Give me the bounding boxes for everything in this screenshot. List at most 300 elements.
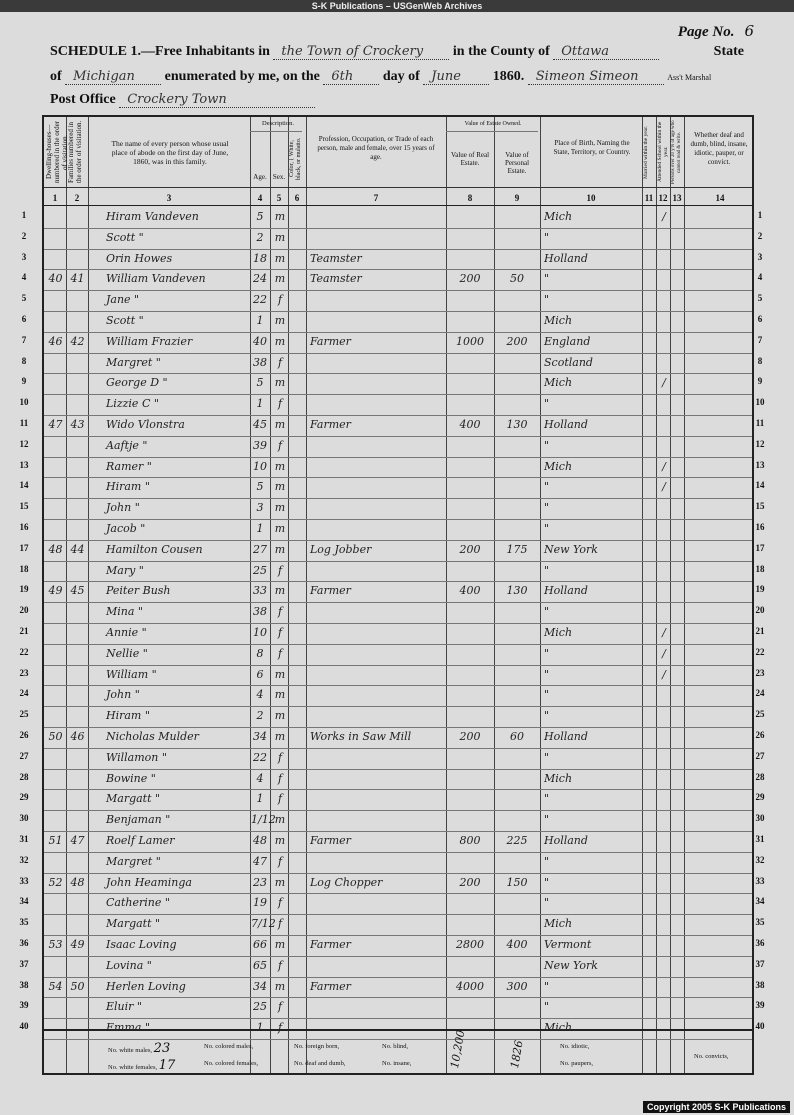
- cell-birth: ": [544, 709, 550, 723]
- cell-birth: ": [544, 438, 550, 452]
- cell-name: John ": [106, 501, 140, 515]
- row-number-right: 19: [755, 584, 765, 595]
- cell-name: Hiram Vandeven: [106, 210, 199, 223]
- row-number-right: 12: [755, 438, 765, 449]
- cell-birth: Mich: [544, 917, 573, 931]
- cell-name: Ramer ": [106, 459, 152, 473]
- row-number-left: 34: [19, 896, 29, 907]
- row-number-left: 27: [19, 750, 29, 761]
- cell-real: 4000: [456, 979, 484, 993]
- cell-name: Jane ": [106, 293, 140, 307]
- cell-birth: ": [544, 605, 550, 619]
- cell-birth: ": [544, 522, 550, 535]
- cell-fam: 41: [70, 272, 85, 286]
- cell-name: Margatt ": [106, 792, 161, 806]
- cell-name: Jacob ": [106, 522, 146, 535]
- cell-name: Isaac Loving: [106, 938, 177, 951]
- cell-name: Margret ": [106, 355, 161, 369]
- cell-name: Emma ": [106, 1021, 151, 1035]
- cell-age: 45: [253, 418, 267, 431]
- header-cannot-read: Persons over 20 y'rs of age who cannot read & write.: [671, 120, 682, 184]
- cell-occ: Log Chopper: [310, 875, 383, 889]
- row-number-right: 31: [755, 834, 765, 844]
- row-number-left: 39: [19, 1000, 29, 1011]
- row-number-left: 14: [19, 480, 29, 491]
- cell-name: Margatt ": [106, 917, 161, 931]
- cell-fam: 50: [70, 979, 85, 993]
- cell-real: 200: [459, 272, 481, 286]
- cell-age: 22: [253, 293, 267, 307]
- archive-banner: S-K Publications – USGenWeb Archives: [0, 0, 794, 12]
- cell-sex: f: [277, 355, 283, 369]
- row-number-left: 13: [19, 459, 29, 470]
- cell-sex: m: [274, 334, 286, 348]
- row-number-right: 4: [757, 272, 763, 283]
- row-number-left: 3: [21, 251, 27, 262]
- marshal-field: Simeon Simeon: [528, 69, 664, 85]
- cell-age: 10: [253, 459, 267, 473]
- page-number: Page No. 6: [677, 22, 754, 40]
- cell-birth: New York: [544, 542, 598, 556]
- row-number-left: 10: [19, 397, 29, 408]
- cell-dw: 48: [48, 542, 63, 556]
- cell-name: Hamilton Cousen: [106, 542, 203, 556]
- cell-age: 23: [253, 875, 267, 889]
- cell-name: George D ": [106, 376, 168, 390]
- cell-age: 38: [253, 605, 267, 619]
- row-number-left: 8: [21, 355, 27, 366]
- cell-name: Margret ": [106, 854, 161, 868]
- cell-age: 2: [256, 709, 264, 723]
- header-family: Families numbered in the order of visitation.: [67, 120, 83, 184]
- cell-sex: m: [274, 688, 286, 702]
- cell-birth: ": [544, 854, 550, 868]
- cell-age: 25: [253, 563, 267, 577]
- cell-sex: m: [274, 480, 286, 494]
- page-number-value: 6: [744, 22, 754, 40]
- cell-birth: ": [544, 646, 550, 660]
- cell-name: William Frazier: [106, 334, 193, 348]
- row-number-left: 24: [19, 688, 29, 699]
- cell-real: 800: [459, 834, 481, 847]
- cell-dw: 49: [48, 584, 63, 598]
- cell-occ: Farmer: [310, 334, 351, 348]
- place-field: the Town of Crockery: [273, 44, 449, 60]
- column-number: 8: [467, 193, 473, 203]
- cell-pers: 225: [506, 834, 528, 847]
- row-number-right: 6: [757, 314, 763, 324]
- cell-name: Hiram ": [106, 709, 150, 723]
- column-number: 10: [586, 193, 596, 203]
- header-color: Color, { White, black, or mulatto.: [289, 137, 302, 181]
- cell-fam: 47: [70, 834, 85, 847]
- row-number-left: 1: [21, 210, 27, 220]
- cell-birth: ": [544, 896, 550, 910]
- row-number-left: 15: [19, 501, 29, 512]
- cell-pers: 130: [506, 584, 528, 598]
- cell-birth: Vermont: [544, 938, 592, 951]
- row-number-right: 20: [755, 605, 765, 616]
- cell-sex: f: [277, 917, 283, 931]
- cell-pers: 300: [506, 979, 528, 993]
- cell-dw: 40: [48, 272, 63, 286]
- cell-real: 1000: [456, 334, 484, 348]
- cell-name: Peiter Bush: [106, 584, 171, 598]
- cell-name: John ": [106, 688, 140, 702]
- cell-sex: f: [277, 750, 283, 764]
- cell-pers: 150: [506, 875, 528, 889]
- cell-school: /: [662, 480, 666, 494]
- row-number-left: 31: [19, 834, 29, 844]
- cell-age: 34: [253, 730, 267, 743]
- cell-age: 1: [256, 522, 264, 535]
- cell-school: /: [662, 210, 666, 223]
- schedule-date-line: of Michigan enumerated by me, on the 6th day of June 1860. Simeon Simeon Ass't Marshal: [50, 69, 712, 84]
- cell-name: Mina ": [106, 605, 143, 619]
- row-number-left: 21: [19, 626, 29, 636]
- cell-fam: 46: [70, 730, 85, 743]
- census-table: [42, 115, 754, 1075]
- row-number-left: 11: [19, 418, 29, 428]
- cell-name: Benjaman ": [106, 813, 171, 827]
- cell-sex: m: [274, 251, 286, 265]
- cell-sex: m: [274, 834, 286, 847]
- cell-pers: 50: [510, 272, 524, 286]
- cell-age: 19: [253, 896, 267, 910]
- cell-sex: f: [277, 605, 283, 619]
- cell-school: /: [662, 626, 666, 639]
- cell-sex: f: [277, 293, 283, 307]
- cell-sex: m: [274, 522, 286, 535]
- cell-birth: ": [544, 397, 550, 411]
- row-number-left: 7: [21, 334, 27, 345]
- cell-name: Scott ": [106, 314, 144, 327]
- total-personal-estate: 1826: [508, 1039, 526, 1070]
- cell-age: 48: [253, 834, 267, 847]
- cell-dw: 54: [48, 979, 63, 993]
- cell-sex: m: [274, 210, 286, 223]
- cell-real: 200: [459, 875, 481, 889]
- cell-age: 8: [256, 646, 264, 660]
- cell-name: Scott ": [106, 230, 144, 244]
- cell-occ: Teamster: [310, 272, 362, 286]
- cell-sex: m: [274, 584, 286, 598]
- cell-fam: 44: [70, 542, 85, 556]
- cell-real: 200: [459, 730, 481, 743]
- row-number-left: 16: [19, 522, 29, 532]
- row-number-right: 23: [755, 667, 765, 678]
- header-sex: Sex.: [272, 173, 286, 181]
- row-number-right: 2: [757, 230, 763, 241]
- post-office-field: Crockery Town: [119, 92, 315, 108]
- cell-sex: m: [274, 938, 286, 951]
- cell-sex: f: [277, 896, 283, 910]
- cell-occ: Teamster: [310, 251, 362, 265]
- cell-fam: 45: [70, 584, 85, 598]
- row-number-right: 3: [757, 251, 763, 262]
- row-number-right: 7: [757, 334, 763, 345]
- cell-birth: Mich: [544, 210, 573, 223]
- row-number-right: 37: [755, 958, 765, 969]
- row-number-left: 4: [21, 272, 27, 283]
- row-number-left: 12: [19, 438, 29, 449]
- cell-school: /: [662, 459, 666, 473]
- cell-dw: 51: [48, 834, 63, 847]
- row-number-right: 24: [755, 688, 765, 699]
- cell-sex: m: [274, 272, 286, 286]
- row-number-left: 32: [19, 854, 29, 865]
- cell-name: Aaftje ": [106, 438, 148, 452]
- row-number-right: 34: [755, 896, 765, 907]
- cell-sex: f: [277, 397, 283, 411]
- cell-school: /: [662, 667, 666, 681]
- cell-occ: Farmer: [310, 584, 351, 598]
- cell-sex: f: [277, 438, 283, 452]
- cell-name: Roelf Lamer: [106, 834, 175, 847]
- cell-sex: m: [274, 667, 286, 681]
- cell-name: Nellie ": [106, 646, 148, 660]
- row-number-left: 36: [19, 938, 29, 948]
- row-number-left: 20: [19, 605, 29, 616]
- row-number-right: 38: [755, 979, 765, 990]
- cell-birth: ": [544, 667, 550, 681]
- row-number-right: 16: [755, 522, 765, 532]
- header-real-estate: Value of Real Estate.: [450, 151, 490, 167]
- cell-birth: ": [544, 813, 550, 827]
- header-personal-estate: Value of Personal Estate.: [504, 151, 530, 175]
- row-number-right: 5: [757, 293, 763, 304]
- column-number: 11: [644, 193, 654, 203]
- column-number: 6: [294, 193, 300, 203]
- column-number: 12: [658, 193, 668, 203]
- cell-birth: Holland: [544, 834, 588, 847]
- cell-name: Lizzie C ": [106, 397, 159, 411]
- cell-sex: m: [274, 813, 286, 827]
- cell-age: 65: [253, 958, 267, 972]
- cell-name: John Heaminga: [106, 875, 192, 889]
- row-number-left: 37: [19, 958, 29, 969]
- header-description: Description.: [262, 120, 294, 127]
- cell-birth: Mich: [544, 314, 573, 327]
- header-married: Married within the year.: [643, 125, 649, 179]
- cell-name: Catherine ": [106, 896, 170, 910]
- row-number-right: 17: [755, 542, 765, 553]
- cell-name: William ": [106, 667, 157, 681]
- cell-age: 27: [253, 542, 267, 556]
- column-number: 4: [257, 193, 263, 203]
- cell-age: 6: [256, 667, 264, 681]
- cell-age: 5: [256, 376, 264, 390]
- cell-name: Nicholas Mulder: [106, 730, 199, 743]
- row-number-left: 26: [19, 730, 29, 740]
- row-number-left: 40: [19, 1021, 29, 1032]
- cell-birth: ": [544, 272, 550, 286]
- description-divider: [250, 131, 302, 132]
- cell-sex: m: [274, 875, 286, 889]
- row-number-left: 25: [19, 709, 29, 720]
- cell-pers: 200: [506, 334, 528, 348]
- cell-birth: ": [544, 750, 550, 764]
- cell-birth: ": [544, 501, 550, 515]
- cell-age: 24: [253, 272, 267, 286]
- cell-fam: 43: [70, 418, 85, 431]
- cell-age: 25: [253, 1000, 267, 1014]
- row-number-right: 25: [755, 709, 765, 720]
- cell-sex: m: [274, 230, 286, 244]
- county-field: Ottawa: [553, 44, 659, 60]
- row-number-right: 8: [757, 355, 763, 366]
- row-number-left: 28: [19, 771, 29, 782]
- cell-dw: 52: [48, 875, 63, 889]
- row-number-right: 30: [755, 813, 765, 824]
- row-number-right: 40: [755, 1021, 765, 1032]
- cell-fam: 49: [70, 938, 85, 951]
- row-number-left: 5: [21, 293, 27, 304]
- cell-pers: 175: [506, 542, 528, 556]
- cell-real: 2800: [456, 938, 484, 951]
- cell-sex: f: [277, 771, 283, 785]
- cell-birth: Mich: [544, 376, 573, 390]
- column-number: 9: [514, 193, 520, 203]
- cell-birth: ": [544, 688, 550, 702]
- cell-age: 3: [256, 501, 264, 515]
- cell-name: Wido Vlonstra: [106, 418, 185, 431]
- row-number-right: 14: [755, 480, 765, 491]
- white-males-total: 23: [153, 1041, 171, 1056]
- cell-pers: 400: [506, 938, 528, 951]
- cell-sex: m: [274, 730, 286, 743]
- cell-birth: Holland: [544, 584, 588, 598]
- row-number-right: 33: [755, 875, 765, 886]
- row-number-right: 1: [757, 210, 763, 220]
- cell-name: Herlen Loving: [106, 979, 186, 993]
- row-number-left: 33: [19, 875, 29, 886]
- row-number-left: 38: [19, 979, 29, 990]
- row-number-left: 29: [19, 792, 29, 803]
- cell-birth: ": [544, 1000, 550, 1014]
- cell-birth: ": [544, 293, 550, 307]
- cell-birth: Mich: [544, 771, 573, 785]
- cell-age: 4: [256, 771, 264, 785]
- cell-dw: 53: [48, 938, 63, 951]
- cell-age: 22: [253, 750, 267, 764]
- value-divider: [446, 131, 538, 132]
- cell-age: 1: [256, 792, 264, 806]
- cell-real: 200: [459, 542, 481, 556]
- row-number-right: 28: [755, 771, 765, 782]
- cell-birth: ": [544, 230, 550, 244]
- cell-age: 5: [256, 210, 264, 223]
- cell-age: 38: [253, 355, 267, 369]
- cell-age: 33: [253, 584, 267, 598]
- cell-age: 1/12: [251, 813, 276, 827]
- cell-age: 5: [256, 480, 264, 494]
- row-number-right: 10: [755, 397, 765, 408]
- cell-birth: England: [544, 334, 591, 348]
- cell-age: 7/12: [251, 917, 276, 931]
- row-number-left: 17: [19, 542, 29, 553]
- header-birthplace: Place of Birth, Naming the State, Territory, or Country.: [553, 139, 631, 156]
- cell-birth: Holland: [544, 251, 588, 265]
- cell-birth: Mich: [544, 1021, 573, 1035]
- header-school: Attended School within the year.: [657, 121, 669, 183]
- cell-sex: f: [277, 958, 283, 972]
- state-field: Michigan: [65, 69, 161, 85]
- row-number-right: 9: [757, 376, 763, 387]
- cell-birth: ": [544, 480, 550, 494]
- cell-age: 4: [256, 688, 264, 702]
- cell-age: 39: [253, 438, 267, 452]
- cell-sex: f: [277, 1000, 283, 1014]
- row-number-right: 18: [755, 563, 765, 574]
- cell-sex: m: [274, 501, 286, 515]
- cell-sex: m: [274, 418, 286, 431]
- cell-occ: Log Jobber: [310, 542, 372, 556]
- cell-occ: Farmer: [310, 418, 351, 431]
- row-number-right: 11: [755, 418, 765, 428]
- column-number: 2: [74, 193, 80, 203]
- column-number: 14: [715, 193, 725, 203]
- cell-pers: 130: [506, 418, 528, 431]
- cell-age: 1: [256, 397, 264, 411]
- cell-dw: 50: [48, 730, 63, 743]
- cell-age: 40: [253, 334, 267, 348]
- row-number-right: 26: [755, 730, 765, 740]
- row-number-left: 9: [21, 376, 27, 387]
- cell-sex: f: [277, 792, 283, 806]
- cell-sex: m: [274, 459, 286, 473]
- post-office-line: Post Office Crockery Town: [50, 92, 790, 108]
- cell-name: Willamon ": [106, 750, 167, 764]
- day-field: 6th: [323, 69, 379, 85]
- column-number: 3: [166, 193, 172, 203]
- row-number-right: 39: [755, 1000, 765, 1011]
- row-number-right: 35: [755, 917, 765, 928]
- cell-sex: m: [274, 979, 286, 993]
- row-number-right: 22: [755, 646, 765, 657]
- cell-age: 10: [253, 626, 267, 639]
- cell-age: 1: [256, 314, 264, 327]
- cell-fam: 48: [70, 875, 85, 889]
- column-number: 5: [276, 193, 282, 203]
- cell-occ: Farmer: [310, 834, 351, 847]
- row-number-right: 29: [755, 792, 765, 803]
- cell-real: 400: [459, 418, 481, 431]
- cell-sex: m: [274, 376, 286, 390]
- cell-sex: m: [274, 314, 286, 327]
- month-field: June: [423, 69, 489, 85]
- header-dwelling: Dwelling-houses— numbered in the order of visitation.: [45, 121, 69, 184]
- cell-birth: Holland: [544, 418, 588, 431]
- cell-dw: 47: [48, 418, 63, 431]
- cell-fam: 42: [70, 334, 85, 348]
- cell-name: Eluir ": [106, 1000, 142, 1014]
- cell-sex: m: [274, 542, 286, 556]
- cell-name: William Vandeven: [106, 272, 206, 286]
- header-name: The name of every person whose usual place of abode on the first day of June, 1860, was in this family.: [111, 139, 229, 166]
- cell-birth: ": [544, 792, 550, 806]
- row-number-left: 6: [21, 314, 27, 324]
- cell-birth: ": [544, 979, 550, 993]
- cell-age: 66: [253, 938, 267, 951]
- cell-name: Mary ": [106, 563, 144, 577]
- cell-birth: New York: [544, 958, 598, 972]
- cell-occ: Works in Saw Mill: [310, 730, 412, 743]
- cell-occ: Farmer: [310, 938, 351, 951]
- cell-name: Lovina ": [106, 958, 152, 972]
- cell-age: 1: [256, 1021, 264, 1035]
- row-number-left: 18: [19, 563, 29, 574]
